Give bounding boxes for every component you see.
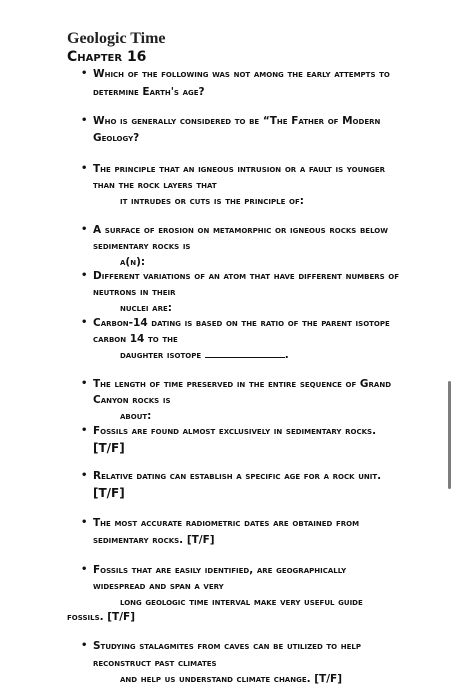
question-line: Different variations of an atom that have different numbers of: [93, 270, 400, 282]
question-line: Fossils are found almost exclusively in sedimentary rocks.: [93, 425, 377, 437]
question-line: The length of time preserved in the entire sequence of Grand: [93, 378, 392, 390]
question-line: a(n):: [120, 256, 146, 268]
question-line: about:: [120, 410, 152, 422]
question-line: Which of the following was not among the early attempts to: [93, 68, 390, 80]
bullet-icon: •: [81, 115, 88, 126]
answer-blank: [205, 347, 285, 358]
document-title: Geologic Time: [67, 30, 166, 47]
bullet-icon: •: [81, 425, 88, 436]
question-line: Carbon-14 dating is based on the ratio of the parent isotope: [93, 317, 390, 329]
bullet-icon: •: [81, 270, 88, 281]
question-line: nuclei are:: [120, 302, 172, 314]
question-line: widespread and span a very: [93, 580, 224, 592]
bullet-icon: •: [81, 640, 88, 651]
chapter-heading: Chapter 16: [67, 49, 147, 65]
question-line: long geologic time interval make very useful guide: [120, 596, 363, 608]
bullet-icon: •: [81, 470, 88, 481]
question-line: fossils. [T/F]: [67, 611, 136, 623]
question-line: [T/F]: [93, 441, 125, 455]
question-line: Studying stalagmites from caves can be utilized to help: [93, 640, 362, 652]
bullet-icon: •: [81, 317, 88, 328]
question-line: sedimentary rocks is: [93, 240, 191, 252]
question-line: [T/F]: [93, 486, 125, 500]
question-line: Fossils that are easily identified, are geographically: [93, 564, 347, 576]
period-text: .: [284, 349, 289, 361]
question-line: and help us understand climate change. [T/F]: [120, 673, 343, 685]
bullet-icon: •: [81, 68, 88, 79]
question-line: carbon 14 to the: [93, 333, 178, 345]
question-line: Geology?: [93, 132, 140, 144]
question-line: neutrons in their: [93, 286, 176, 298]
bullet-icon: •: [81, 224, 88, 235]
question-line: reconstruct past climates: [93, 657, 217, 669]
question-line: A surface of erosion on metamorphic or igneous rocks below: [93, 224, 388, 236]
bullet-icon: •: [81, 517, 88, 528]
question-line: Canyon rocks is: [93, 394, 171, 406]
question-line: The most accurate radiometric dates are obtained from: [93, 517, 360, 529]
bullet-icon: •: [81, 378, 88, 389]
bullet-icon: •: [81, 564, 88, 575]
question-line: Relative dating can establish a specific age for a rock unit.: [93, 470, 382, 482]
question-line: than the rock layers that: [93, 179, 217, 191]
question-line: sedimentary rocks. [T/F]: [93, 534, 215, 546]
question-line: Who is generally considered to be “The Father of Modern: [93, 115, 381, 127]
bullet-icon: •: [81, 163, 88, 174]
question-line: The principle that an igneous intrusion or a fault is younger: [93, 163, 386, 175]
question-text: daughter isotope: [120, 349, 202, 361]
question-line: [120, 347, 289, 363]
question-line: determine Earth's age?: [93, 86, 205, 98]
question-line: it intrudes or cuts is the principle of:: [120, 195, 304, 207]
scrollbar-thumb[interactable]: [448, 381, 451, 489]
